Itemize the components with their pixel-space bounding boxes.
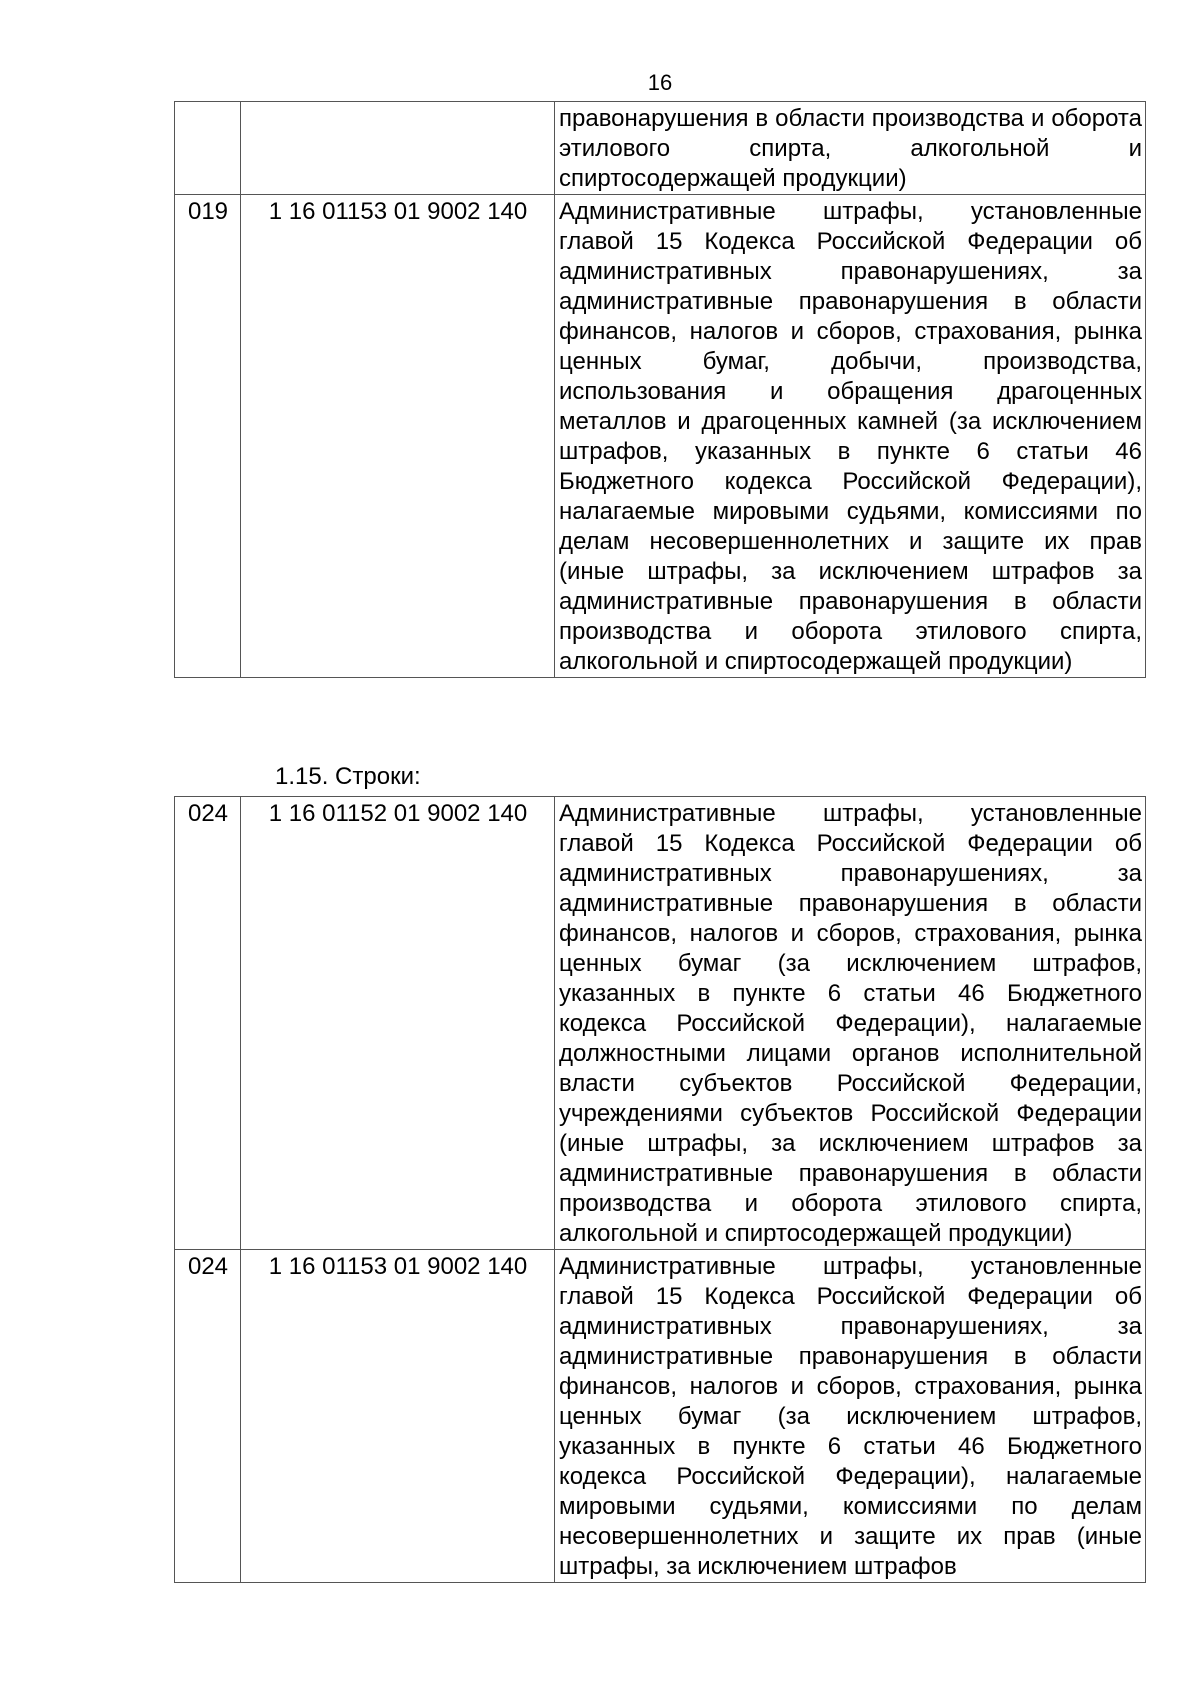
budget-codes-table-continued	[174, 101, 1146, 678]
budget-codes-table	[174, 796, 1146, 1583]
budget-code-cell: 1 16 01152 01 9002 140	[241, 797, 555, 1250]
budget-code-cell	[241, 102, 555, 195]
budget-code-cell: 1 16 01153 01 9002 140	[241, 195, 555, 678]
table-row	[175, 195, 1146, 678]
budget-code-cell: 1 16 01153 01 9002 140	[241, 1250, 555, 1583]
table-row	[175, 1250, 1146, 1583]
table-row	[175, 797, 1146, 1250]
row-number-cell: 024	[175, 1250, 241, 1583]
description-cell: Административные штрафы, установленные главой 15 Кодекса Российской Федерации об административных правонарушениях, за административные правонарушения в области финансов, налогов и сборов, страхования, рынка ценных бумаг (за исключением штрафов, указанных в пункте 6 статьи 46 Бюджетного кодекса Российской Федерации), налагаемые мировыми судьями, комиссиями по делам несовершеннолетних и защите их прав (иные штрафы, за исключением штрафов	[555, 1250, 1146, 1583]
description-cell: правонарушения в области производства и оборота этилового спирта, алкогольной и спиртосодержащей продукции)	[555, 102, 1146, 195]
description-cell: Административные штрафы, установленные главой 15 Кодекса Российской Федерации об административных правонарушениях, за административные правонарушения в области финансов, налогов и сборов, страхования, рынка ценных бумаг, добычи, производства, использования и обращения драгоценных металлов и драгоценных камней (за исключением штрафов, указанных в пункте 6 статьи 46 Бюджетного кодекса Российской Федерации), налагаемые мировыми судьями, комиссиями по делам несовершеннолетних и защите их прав (иные штрафы, за исключением штрафов за административные правонарушения в области производства и оборота этилового спирта, алкогольной и спиртосодержащей продукции)	[555, 195, 1146, 678]
row-number-cell	[175, 102, 241, 195]
row-number-cell: 024	[175, 797, 241, 1250]
row-number-cell: 019	[175, 195, 241, 678]
description-cell: Административные штрафы, установленные главой 15 Кодекса Российской Федерации об административных правонарушениях, за административные правонарушения в области финансов, налогов и сборов, страхования, рынка ценных бумаг (за исключением штрафов, указанных в пункте 6 статьи 46 Бюджетного кодекса Российской Федерации), налагаемые должностными лицами органов исполнительной власти субъектов Российской Федерации, учреждениями субъектов Российской Федерации (иные штрафы, за исключением штрафов за административные правонарушения в области производства и оборота этилового спирта, алкогольной и спиртосодержащей продукции)	[555, 797, 1146, 1250]
section-heading: 1.15. Строки:	[275, 763, 421, 790]
page-number: 16	[647, 70, 673, 95]
table-row	[175, 102, 1146, 195]
